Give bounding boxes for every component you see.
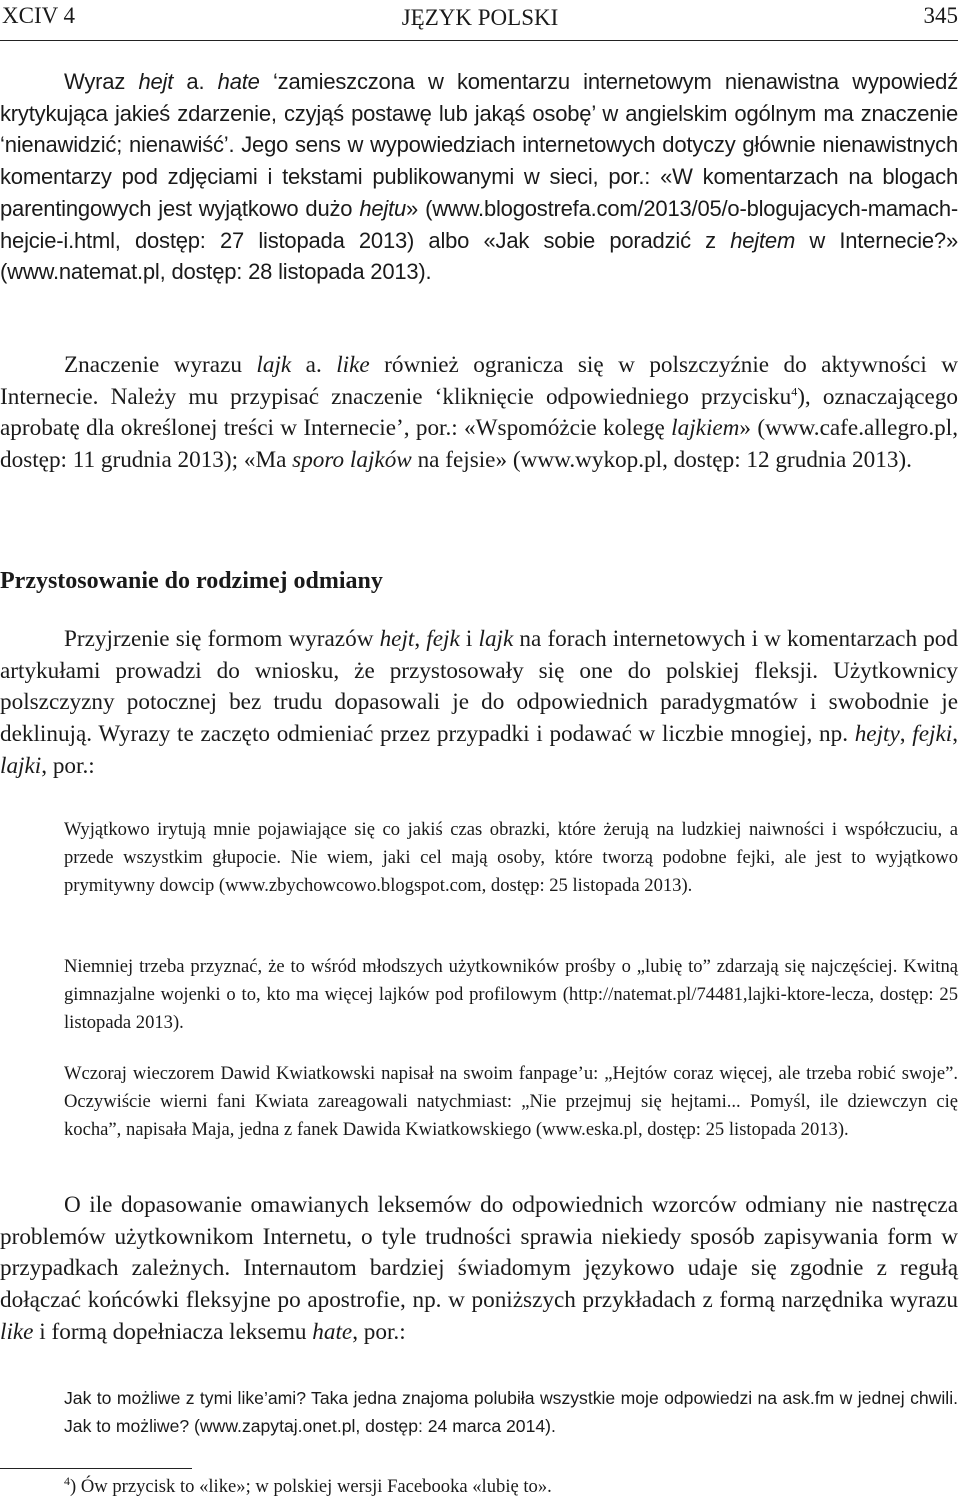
footnote-ref: 4 xyxy=(791,383,798,398)
quote-hejty: Wczoraj wieczorem Dawid Kwiatkowski napisał na swoim fanpage’u: „Hejtów coraz więcej, ale trzeba robić swoje”. Oczywiście wierni fani Kwiata zareagowali natychmiast: „Nie przejmuj się hejtami... Pomyśl, ile dziewczyn cię kocha”, napisała Maja, jedna z fanek Dawida Kwiatkowskiego (www.eska.pl, dostęp: 25 listopada 2013). xyxy=(64,1063,958,1140)
header-rule xyxy=(0,40,958,41)
paragraph-lajk: Znaczenie wyrazu lajk a. like również ogranicza się w polszczyźnie do aktywności w Internecie. Należy mu przypisać znaczenie ‘kliknięcie odpowiedniego przycisku$^4$), oznaczającego aprobatę dla określonej treści w Internecie’, por.: «Wspomóżcie kolegę lajkiem» (www.cafe.allegro.pl, dostęp: 11 grudnia 2013); «Ma sporo lajków na fejsie» (www.wykop.pl, dostęp: 12 grudnia 2013). xyxy=(0,352,959,474)
paragraph-hejt: Wyraz hejt a. hate ‘zamieszczona w komentarzu internetowym nienawistna wypowiedź krytykująca jakieś zdarzenie, czyjąś postawę lub jakąś osobę’ w angielskim ogólnym ma znaczenie ‘nienawidzić; nienawiść’. Jego sens w wypowiedziach internetowych dotyczy głównie nienawistnych komentarzy pod zdjęciami i tekstami publikowanymi w sieci, por.: «W komentarzach na blogach parentingowych jest wyjątkowo dużo hejtu» (www.blogostrefa.com/2013/05/o-blogujacych-mamach-hejcie-i.html, dostęp: 27 listopada 2013) albo «Jak sobie poradzić z hejtem w Internecie?» (www.natemat.pl, dostęp: 28 listopada 2013). xyxy=(0,69,959,285)
footnote-number: 4 xyxy=(64,1473,70,1488)
section-heading: Przystosowanie do rodzimej odmiany xyxy=(0,568,383,594)
footnote xyxy=(64,1473,552,1501)
journal-issue: XCIV 4 xyxy=(2,3,76,28)
paragraph-apostrophe: O ile dopasowanie omawianych leksemów do odpowiednich wzorców odmiany nie nastręcza problemów użytkownikom Internetu, o tyle trudności sprawia niekiedy sposób zapisywania form w przypadkach zależnych. Internautom bardziej świadomym językowo udaje się zgodnie z regułą dołączać końcówki fleksyjne po apostrofie, np. w poniższych przykładach z formą narzędnika wyrazu like i formą dopełniacza leksemu hate, por.: xyxy=(0,1192,958,1345)
footnote-text: ) Ów przycisk to «like»; w polskiej wersji Facebooka «lubię to». xyxy=(70,1476,552,1497)
page-number: 345 xyxy=(923,3,958,28)
quote-lajki: Niemniej trzeba przyznać, że to wśród młodszych użytkowników prośby o „lubię to” zdarzają się najczęściej. Kwitną gimnazjalne wojenki o to, kto ma więcej lajków pod profilowym (http://natemat.pl/74481,lajki-ktore-lecza, dostęp: 25 listopada 2013). xyxy=(64,956,958,1033)
quote-likeami: Jak to możliwe z tymi like’ami? Taka jedna znajoma polubiła wszystkie moje odpowiedzi na ask.fm w jednej chwili. Jak to możliwe? (www.zapytaj.onet.pl, dostęp: 24 marca 2014). xyxy=(64,1388,958,1436)
quote-fejki: Wyjątkowo irytują mnie pojawiające się co jakiś czas obrazki, które żerują na ludzkiej naiwności i współczuciu, a przede wszystkim głupocie. Nie wiem, jaki cel mają osoby, które tworzą podobne fejki, ale jest to wyjątkowo prymitywny dowcip (www.zbychowcowo.blogspot.com, dostęp: 25 listopada 2013). xyxy=(64,819,958,896)
journal-title: JĘZYK POLSKI xyxy=(401,5,559,30)
running-head xyxy=(0,0,960,36)
footnote-rule xyxy=(0,1468,192,1469)
paragraph-adaptation: Przyjrzenie się formom wyrazów hejt, fejk i lajk na forach internetowych i w komentarzach pod artykułami prowadzi do wniosku, że przystosowały się one do polskiej fleksji. Użytkownicy polszczyzny potocznej bez trudu dopasowali je do odpowiednich paradygmatów i swobodnie je deklinują. Wyrazy te zaczęto odmieniać przez przypadki i podawać w liczbie mnogiej, np. hejty, fejki, lajki, por.: xyxy=(0,626,958,779)
